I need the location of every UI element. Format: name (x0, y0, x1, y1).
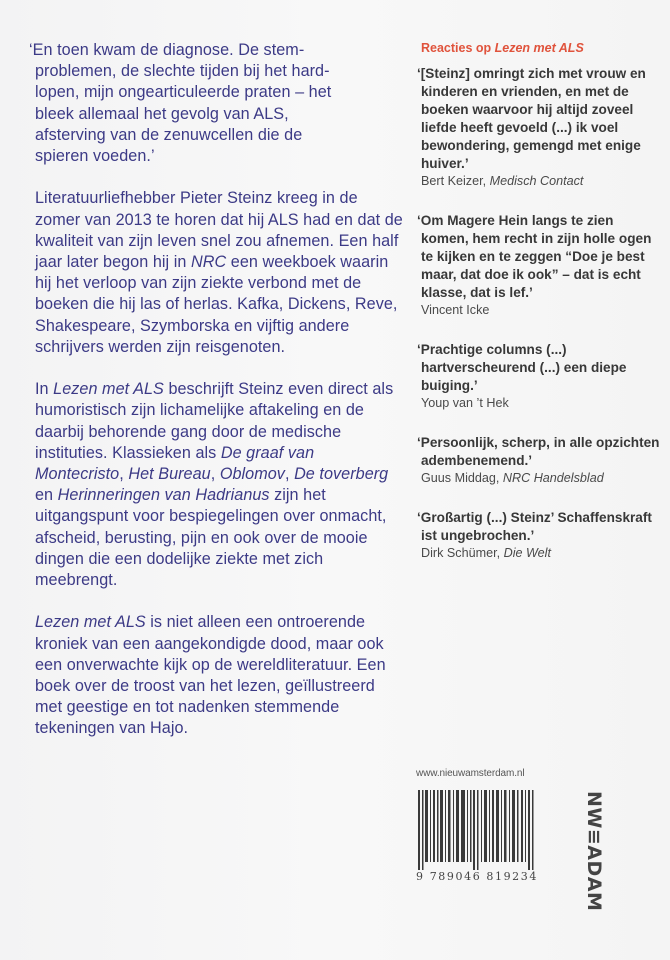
newspaper-title: NRC (190, 253, 227, 272)
quote-line: afsterving van de zenuwcellen die de (35, 125, 303, 144)
blurb-paragraph-intro (35, 188, 405, 358)
review-item (413, 341, 663, 412)
text-run: is niet alleen een ontroerende kroniek van een aangekondigde dood, maar ook een onverwachte kijk op de wereldliteratuur. Een boek over de troost van het lezen, geïllustreerd met geestige en tot nadenken stemmende tekeningen van Hajo. (35, 613, 386, 738)
book-title: De toverberg (294, 465, 389, 484)
barcode-bars-icon (416, 790, 534, 870)
reviews-column (413, 40, 663, 584)
review-author: Vincent Icke (421, 303, 490, 317)
book-title: Herinneringen van Hadrianus (57, 486, 270, 505)
opening-quote (29, 40, 405, 167)
review-source (413, 395, 663, 412)
blurb-paragraph-content (35, 379, 405, 591)
review-quote: ‘Prachtige columns (...) hartverscheurend (...) een diepe buiging.’ (417, 342, 627, 393)
text-run: beschrijft Steinz even direct als humoristisch zijn lichamelijke aftakeling en de daarbij behorende gang door de medische instituties. Klassieken als (35, 380, 394, 462)
book-title: Oblomov (219, 465, 285, 484)
heading-book-title: Lezen met ALS (494, 41, 584, 55)
review-quote: ‘Großartig (...) Steinz’ Schaffenskraft ist ungebrochen.’ (417, 510, 652, 543)
quote-line: bleek allemaal het gevolg van ALS, (35, 104, 289, 123)
blurb-column (29, 40, 405, 761)
review-author: Guus Middag, (421, 471, 503, 485)
review-author: Bert Keizer, (421, 174, 490, 188)
text-run: , (284, 465, 295, 484)
text-run: Literatuurliefhebber Pieter Steinz kreeg in de zomer van 2013 te horen dat hij ALS had en dat de kwaliteit van zijn leven snel zou afnemen. Een half jaar later begon hij in (35, 189, 403, 272)
review-author: Dirk Schümer, (421, 546, 504, 560)
heading-prefix: Reacties op (421, 41, 495, 55)
reviews-heading (421, 40, 663, 56)
review-quote: ‘Om Magere Hein langs te zien komen, hem recht in zijn holle ogen te kijken en te zeggen “Doe je best maar, dat doe ik ook” – dat is echt klasse, dat is lef.’ (417, 213, 652, 300)
review-item (413, 434, 663, 487)
review-publication: Die Welt (503, 546, 551, 560)
quote-line: ‘En toen kwam de diagnose. De stem- (29, 41, 305, 59)
text-run: zijn het uitgangspunt voor bespiegelingen over onmacht, afscheid, berusting, pijn en ook over de mooie dingen die een dodelijke ziekte met zich meebrengt. (35, 486, 387, 590)
review-source (413, 173, 663, 190)
quote-line: spieren voeden.’ (35, 147, 155, 166)
review-source (413, 470, 663, 487)
isbn-number: 9 789046 819234 (416, 870, 538, 883)
publisher-url[interactable]: www.nieuwamsterdam.nl (416, 768, 525, 779)
review-source (413, 302, 663, 319)
review-source (413, 545, 663, 562)
review-item (413, 65, 663, 190)
text-run: , (210, 465, 220, 484)
publisher-logo: NW≡ADAM (583, 791, 605, 912)
blurb-paragraph-closing (35, 612, 405, 739)
review-publication: Medisch Contact (489, 174, 584, 188)
text-run: en (35, 486, 58, 505)
review-author: Youp van ’t Hek (421, 396, 509, 410)
review-quote: ‘[Steinz] omringt zich met vrouw en kinderen en vrienden, en met de boeken waarvoor hij altijd zoveel liefde heeft gevoeld (...) ik voel bewondering, gemengd met enige huiver.’ (417, 66, 646, 171)
book-title: Lezen met ALS (35, 613, 146, 632)
book-title: De graaf van Montecristo (35, 443, 315, 484)
review-item (413, 509, 663, 562)
book-title: Lezen met ALS (53, 380, 164, 399)
text-run: een weekboek waarin hij het verloop van zijn ziekte verbond met de boeken die hij las of herlas. Kafka, Dickens, Reve, Shakespeare, Szymborska en vijftig andere schrijvers werden zijn reisgenoten. (35, 253, 398, 356)
book-title: Het Bureau (128, 465, 211, 484)
text-run: , (119, 465, 129, 484)
text-run: In (35, 380, 54, 399)
review-publication: NRC Handelsblad (502, 471, 604, 485)
quote-line: lopen, mijn ongearticuleerde praten – het (35, 83, 332, 102)
isbn-barcode (416, 790, 538, 883)
review-item (413, 212, 663, 319)
review-quote: ‘Persoonlijk, scherp, in alle opzichten adembenemend.’ (417, 435, 660, 468)
quote-line: problemen, de slechte tijden bij het hard- (35, 62, 330, 81)
